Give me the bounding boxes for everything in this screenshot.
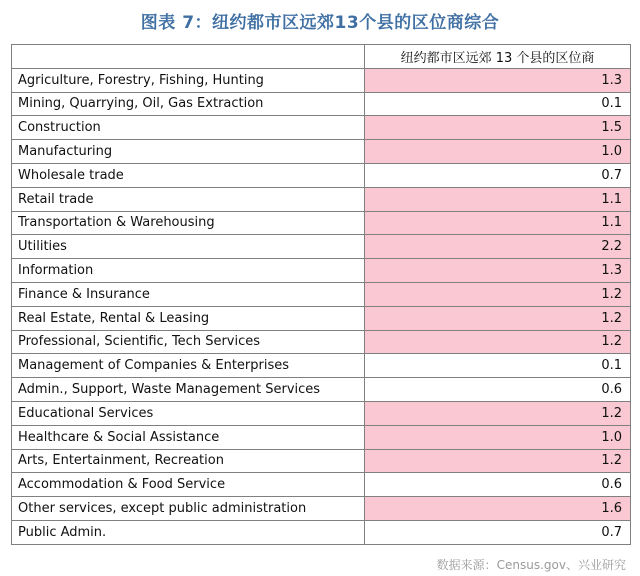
table-header-row [12, 45, 631, 69]
lq-value-cell: 1.3 [365, 259, 631, 283]
table-row [12, 116, 631, 140]
lq-value-cell: 1.6 [365, 497, 631, 521]
table-body [12, 68, 631, 544]
table-row [12, 140, 631, 164]
industry-name-cell: Finance & Insurance [12, 282, 365, 306]
table-row [12, 259, 631, 283]
industry-name-cell: Real Estate, Rental & Leasing [12, 306, 365, 330]
industry-name-cell: Other services, except public administration [12, 497, 365, 521]
table-row [12, 425, 631, 449]
industry-name-cell: Accommodation & Food Service [12, 473, 365, 497]
industry-name-cell: Professional, Scientific, Tech Services [12, 330, 365, 354]
lq-value-cell: 0.7 [365, 520, 631, 544]
table-row [12, 163, 631, 187]
industry-name-cell: Wholesale trade [12, 163, 365, 187]
table-row [12, 473, 631, 497]
table-row [12, 401, 631, 425]
industry-name-cell: Agriculture, Forestry, Fishing, Hunting [12, 68, 365, 92]
lq-value-cell: 2.2 [365, 235, 631, 259]
industry-name-cell: Construction [12, 116, 365, 140]
lq-value-cell: 0.6 [365, 473, 631, 497]
table-row [12, 187, 631, 211]
lq-value-cell: 1.2 [365, 449, 631, 473]
lq-value-cell: 1.0 [365, 425, 631, 449]
industry-name-cell: Utilities [12, 235, 365, 259]
table-row [12, 92, 631, 116]
lq-value-cell: 1.2 [365, 330, 631, 354]
location-quotient-table [11, 44, 631, 545]
lq-value-cell: 1.1 [365, 187, 631, 211]
table-row [12, 68, 631, 92]
lq-value-cell: 1.2 [365, 306, 631, 330]
lq-value-cell: 1.2 [365, 282, 631, 306]
industry-name-cell: Retail trade [12, 187, 365, 211]
table-row [12, 378, 631, 402]
industry-name-cell: Educational Services [12, 401, 365, 425]
industry-name-cell: Information [12, 259, 365, 283]
industry-name-cell: Arts, Entertainment, Recreation [12, 449, 365, 473]
lq-value-cell: 1.1 [365, 211, 631, 235]
header-lq-cell: 纽约都市区远郊 13 个县的区位商 [365, 45, 631, 69]
lq-value-cell: 1.5 [365, 116, 631, 140]
industry-name-cell: Manufacturing [12, 140, 365, 164]
table-row [12, 497, 631, 521]
lq-value-cell: 0.6 [365, 378, 631, 402]
industry-name-cell: Mining, Quarrying, Oil, Gas Extraction [12, 92, 365, 116]
lq-value-cell: 0.1 [365, 354, 631, 378]
industry-name-cell: Transportation & Warehousing [12, 211, 365, 235]
industry-name-cell: Management of Companies & Enterprises [12, 354, 365, 378]
lq-value-cell: 0.1 [365, 92, 631, 116]
table-row [12, 330, 631, 354]
table-row [12, 306, 631, 330]
industry-name-cell: Admin., Support, Waste Management Services [12, 378, 365, 402]
table-row [12, 449, 631, 473]
source-note: 数据来源：Census.gov、兴业研究 [436, 558, 626, 572]
header-industry-cell [12, 45, 365, 69]
table-row [12, 235, 631, 259]
table-row [12, 282, 631, 306]
lq-value-cell: 1.3 [365, 68, 631, 92]
chart-title: 图表 7：纽约都市区远郊13个县的区位商综合 [140, 13, 500, 33]
table-row [12, 354, 631, 378]
industry-name-cell: Public Admin. [12, 520, 365, 544]
table-row [12, 520, 631, 544]
lq-value-cell: 1.2 [365, 401, 631, 425]
lq-value-cell: 1.0 [365, 140, 631, 164]
table-row [12, 211, 631, 235]
lq-value-cell: 0.7 [365, 163, 631, 187]
industry-name-cell: Healthcare & Social Assistance [12, 425, 365, 449]
